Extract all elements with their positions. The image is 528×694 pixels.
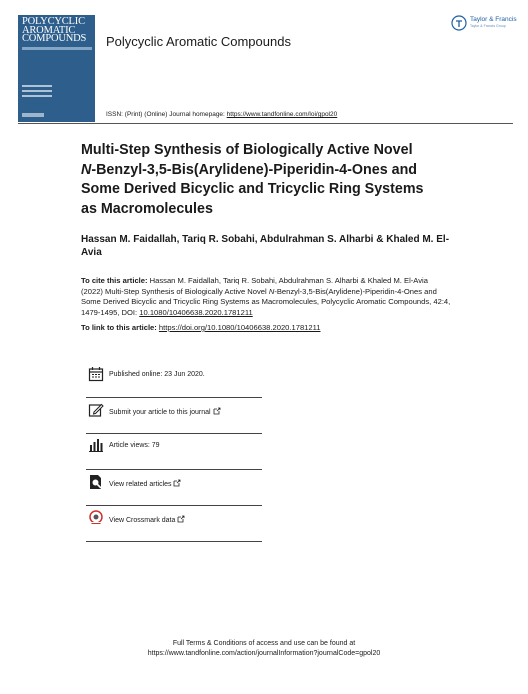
submit-article-link[interactable]: Submit your article to this journal bbox=[109, 407, 221, 416]
related-row[interactable] bbox=[86, 470, 262, 506]
cover-footer-mark bbox=[22, 113, 44, 117]
footer-terms-url[interactable]: https://www.tandfonline.com/action/journalInformation?journalCode=gpol20 bbox=[147, 650, 381, 657]
cover-subtitle-bar bbox=[22, 47, 92, 50]
related-articles-icon bbox=[88, 474, 104, 490]
article-title: Multi-Step Synthesis of Biologically Active Novel N-Benzyl-3,5-Bis(Arylidene)-Piperidin-4-Ones and Some Derived Bicyclic and Tricyclic Ring Systems as Macromolecules bbox=[81, 142, 424, 217]
issn-line bbox=[106, 111, 337, 118]
edit-icon bbox=[88, 402, 104, 418]
journal-cover bbox=[18, 15, 95, 122]
external-link-icon bbox=[213, 407, 221, 415]
article-views: Article views: 79 bbox=[109, 442, 160, 449]
link-label: To link to this article: bbox=[81, 323, 159, 332]
publisher-logo[interactable] bbox=[451, 14, 517, 36]
publisher-tagline: Taylor & Francis Group bbox=[470, 24, 506, 28]
footer bbox=[0, 639, 528, 659]
bar-chart-icon bbox=[88, 437, 104, 453]
journal-name: Polycyclic Aromatic Compounds bbox=[106, 34, 291, 49]
citation-block: To cite this article: Hassan M. Faidallah, Tariq R. Sobahi, Abdulrahman S. Alharbi & Khaled M. El-Avia (2022) Multi-Step Synthesis of Biologically Active Novel N-Benzyl-3,5-Bis(Arylidene)-Piperidin-4-Ones and Some Derived Bicyclic and Tricyclic Ring Systems as Macromolecules, Polycyclic Aromatic Compounds, 42:4, 1479-1495, DOI: 10.1080/10406638.2020.1781211 bbox=[81, 276, 451, 317]
article-authors: Hassan M. Faidallah, Tariq R. Sobahi, Abdulrahman S. Alharbi & Khaled M. El-Avia bbox=[81, 234, 450, 258]
related-articles-link[interactable]: View related articles bbox=[109, 479, 181, 488]
published-date: Published online: 23 Jun 2020. bbox=[109, 371, 205, 378]
issn-text: ISSN: (Print) (Online) Journal homepage: bbox=[106, 111, 227, 118]
title-italic-n: N bbox=[81, 161, 92, 178]
publisher-name: Taylor & Francis bbox=[470, 16, 517, 23]
submit-row[interactable] bbox=[86, 398, 262, 434]
header-divider bbox=[18, 123, 513, 124]
article-doi-url[interactable]: https://doi.org/10.1080/10406638.2020.1781211 bbox=[158, 323, 321, 332]
cover-title: POLYCYCLIC AROMATIC COMPOUNDS bbox=[22, 16, 87, 44]
doi-link[interactable]: 10.1080/10406638.2020.1781211 bbox=[139, 307, 253, 317]
crossmark-row[interactable] bbox=[86, 506, 262, 542]
external-link-icon bbox=[173, 479, 181, 487]
footer-terms-text: Full Terms & Conditions of access and use can be found at bbox=[172, 640, 356, 647]
views-row bbox=[86, 434, 262, 470]
crossmark-icon bbox=[88, 510, 104, 526]
row-divider bbox=[86, 541, 262, 542]
journal-homepage-link[interactable]: https://www.tandfonline.com/loi/gpol20 bbox=[226, 111, 338, 118]
publisher-logo-icon bbox=[451, 15, 467, 31]
crossmark-link[interactable]: View Crossmark data bbox=[109, 515, 185, 524]
cover-details bbox=[22, 85, 52, 100]
published-row bbox=[86, 362, 262, 398]
article-link-line bbox=[81, 323, 451, 332]
external-link-icon bbox=[177, 515, 185, 523]
calendar-icon bbox=[88, 366, 104, 382]
citation-label: To cite this article: bbox=[81, 276, 148, 285]
